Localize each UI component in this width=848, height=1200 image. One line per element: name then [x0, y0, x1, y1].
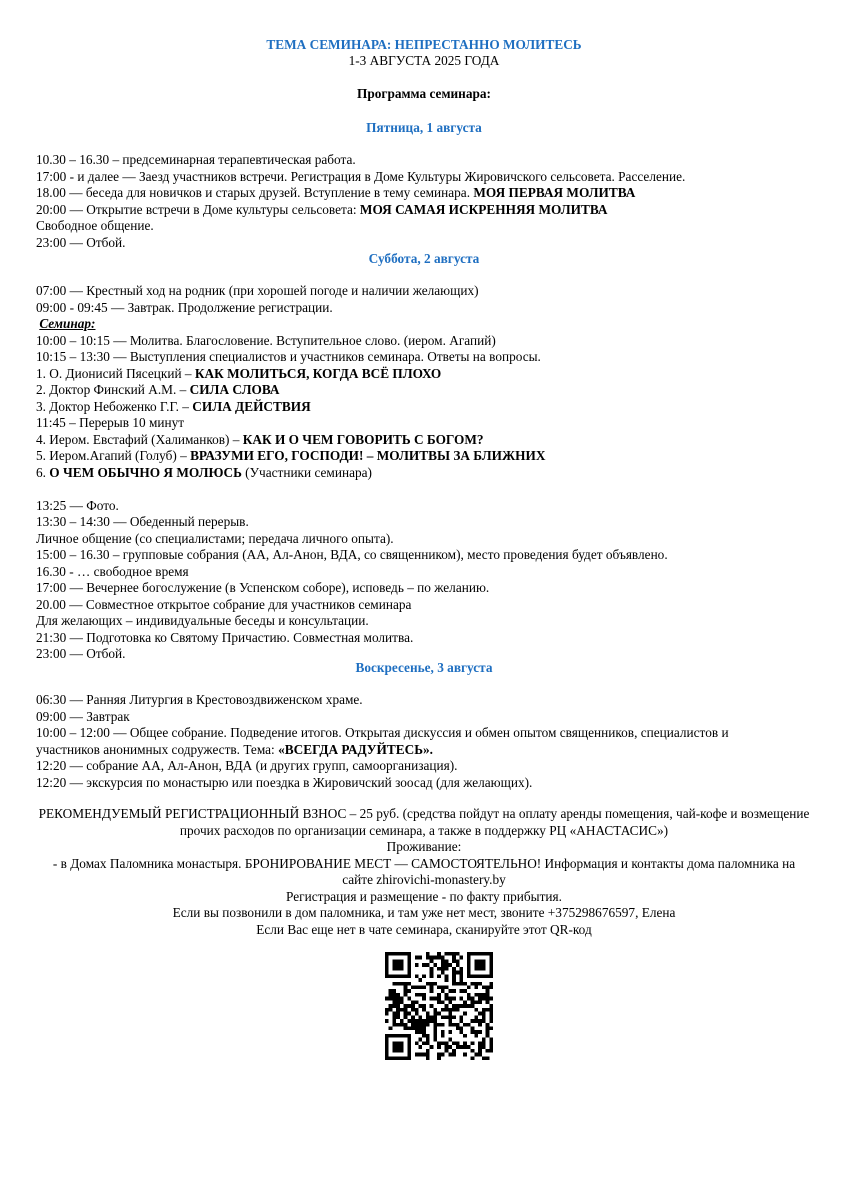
schedule-line: 12:20 — экскурсия по монастырю или поездка в Жировичский зоосад (для желающих). [36, 774, 533, 790]
schedule-line: Свободное общение. [36, 218, 154, 233]
schedule-line: 23:00 — Отбой. [36, 646, 126, 661]
sunday-heading: Воскресенье, 3 августа [355, 660, 493, 675]
schedule-line: 13:25 — Фото. [36, 497, 119, 513]
schedule-line: 10:15 – 13:30 — Выступления специалистов и участников семинара. Ответы на вопросы. [36, 349, 541, 364]
schedule-line: 10.30 – 16.30 – предсеминарная терапевтическая работа. [36, 152, 356, 167]
schedule-line: Личное общение (со специалистами; передача личного опыта). [36, 530, 394, 546]
schedule-line: 16.30 - … свободное время [36, 563, 189, 579]
registration-fee: РЕКОМЕНДУЕМЫЙ РЕГИСТРАЦИОННЫЙ ВЗНОС – 25 руб. (средства пойдут на оплату аренды помещения, чай-кофе и возмещение прочих расходов по организации семинара, а также в поддержку РЦ «АНАСТАСИС») [38, 806, 810, 838]
schedule-line: 23:00 — Отбой. [36, 234, 126, 250]
speaker-line: 1. О. Дионисий Пясецкий – КАК МОЛИТЬСЯ, КОГДА ВСЁ ПЛОХО [36, 365, 442, 381]
schedule-line: 06:30 — Ранняя Литургия в Крестовоздвиженском храме. [36, 692, 363, 707]
lodging-info: - в Домах Паломника монастыря. БРОНИРОВАНИЕ МЕСТ — САМОСТОЯТЕЛЬНО! Информация и контакты дома паломника на сайте zhirovichi-monastery.by [52, 855, 796, 887]
schedule-line: 18.00 — беседа для новичков и старых друзей. Вступление в тему семинара. МОЯ ПЕРВАЯ МОЛИТВА [36, 185, 636, 200]
schedule-line: 07:00 — Крестный ход на родник (при хорошей погоде и наличии желающих) [36, 283, 479, 298]
phone-info: Если вы позвонили в дом паломника, и там уже нет мест, звоните +375298676597, Елена [172, 905, 676, 920]
schedule-line: 20.00 — Совместное открытое собрание для участников семинара [36, 596, 412, 612]
schedule-line: 09:00 — Завтрак [36, 708, 130, 724]
qr-code-icon[interactable] [385, 952, 493, 1060]
footer-info [36, 806, 812, 938]
schedule-line: 10:00 – 10:15 — Молитва. Благословение. Вступительное слово. (иером. Агапий) [36, 332, 496, 348]
friday-heading: Пятница, 1 августа [366, 120, 482, 135]
lodging-label: Проживание: [386, 839, 462, 854]
schedule-line: 17:00 — Вечернее богослужение (в Успенском соборе), исповедь – по желанию. [36, 580, 490, 595]
schedule-line: 21:30 — Подготовка ко Святому Причастию. Совместная молитва. [36, 629, 414, 645]
schedule-line: 11:45 – Перерыв 10 минут [36, 415, 185, 430]
speaker-line: 2. Доктор Финский А.М. – СИЛА СЛОВА [36, 382, 280, 397]
schedule-line: 17:00 - и далее — Заезд участников встречи. Регистрация в Доме Культуры Жировичского сельсовета. Расселение. [36, 168, 686, 184]
schedule-line: Для желающих – индивидуальные беседы и консультации. [36, 613, 369, 628]
saturday-heading: Суббота, 2 августа [368, 251, 480, 266]
schedule-line: 15:00 – 16.30 – групповые собрания (АА, Ал-Анон, ВДА, со священником), место проведения будет объявлено. [36, 547, 668, 562]
speaker-line: 5. Иером.Агапий (Голуб) – ВРАЗУМИ ЕГО, ГОСПОДИ! – МОЛИТВЫ ЗА БЛИЖНИХ [36, 448, 546, 463]
schedule-line: 10:00 – 12:00 — Общее собрание. Подведение итогов. Открытая дискуссия и обмен опытом священников, специалистов и участников анонимных содружеств. Тема: «ВСЕГДА РАДУЙТЕСЬ». [36, 725, 729, 757]
friday-schedule [36, 152, 816, 251]
schedule-line: 20:00 — Открытие встречи в Доме культуры сельсовета: МОЯ САМАЯ ИСКРЕННЯЯ МОЛИТВА [36, 201, 608, 217]
schedule-line: 12:20 — собрание АА, Ал-Анон, ВДА (и других групп, самоорганизация). [36, 758, 458, 773]
spacer [36, 481, 816, 498]
seminar-title: ТЕМА СЕМИНАРА: НЕПРЕСТАННО МОЛИТЕСЬ [266, 37, 582, 52]
registration-info: Регистрация и размещение - по факту прибытия. [286, 888, 562, 904]
sunday-schedule [36, 692, 816, 791]
seminar-subheading: Семинар: [39, 316, 96, 331]
seminar-dates: 1-3 АВГУСТА 2025 ГОДА [348, 53, 500, 68]
qr-note: Если Вас еще нет в чате семинара, сканируйте этот QR-код [256, 921, 592, 937]
program-label: Программа семинара: [357, 86, 491, 101]
schedule-line: 09:00 - 09:45 — Завтрак. Продолжение регистрации. [36, 299, 333, 315]
saturday-schedule [36, 283, 816, 663]
schedule-line: 13:30 – 14:30 — Обеденный перерыв. [36, 514, 249, 529]
speaker-line: 3. Доктор Небоженко Г.Г. – СИЛА ДЕЙСТВИЯ [36, 398, 311, 414]
speaker-line: 4. Иером. Евстафий (Халиманков) – КАК И О ЧЕМ ГОВОРИТЬ С БОГОМ? [36, 431, 484, 447]
speaker-line: 6. О ЧЕМ ОБЫЧНО Я МОЛЮСЬ (Участники семинара) [36, 464, 372, 480]
